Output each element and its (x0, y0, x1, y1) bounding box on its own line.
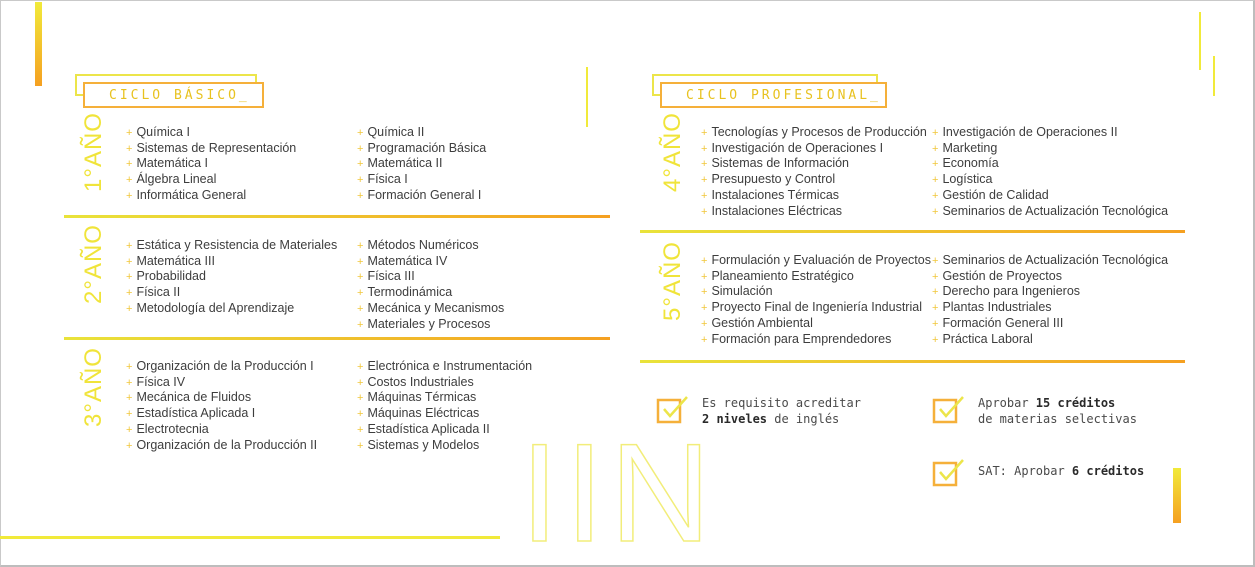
check-icon (932, 457, 966, 487)
list-item: + Mecánica de Fluidos (126, 390, 252, 405)
year-2-right-list (357, 238, 504, 332)
cycle-professional-text: CICLO PROFESIONAL_ (686, 87, 881, 103)
deco-line-top-right (1199, 12, 1201, 70)
year-2-left-list (126, 238, 337, 317)
year-title-5: 5°AÑO (659, 241, 686, 321)
list-item: + Matemática I (126, 156, 208, 171)
list-item: + Práctica Laboral (932, 331, 1033, 346)
list-item: + Matemática III (126, 253, 215, 268)
year-5-left-list (701, 253, 931, 347)
year-5-right-list (932, 253, 1168, 347)
list-item: + Sistemas de Representación (126, 140, 297, 155)
list-item: + Química I (126, 125, 190, 139)
list-item: + Química II (357, 125, 425, 139)
list-item: + Informática General (126, 187, 247, 202)
year-1-left-list (126, 125, 296, 204)
list-item: + Investigación de Operaciones II (932, 125, 1118, 139)
list-item: + Mecánica y Mecanismos (357, 300, 505, 315)
list-item: + Sistemas y Modelos (357, 437, 480, 452)
list-item: + Gestión Ambiental (701, 315, 813, 330)
requirement-credits-text: Aprobar 15 créditos de materias selectivas (978, 396, 1137, 426)
list-item: + Formulación y Evaluación de Proyectos (701, 253, 931, 267)
list-item: + Logística (932, 172, 993, 187)
cycle-basic-text: CICLO BÁSICO_ (109, 87, 250, 103)
list-item: + Instalaciones Eléctricas (701, 203, 843, 218)
divider-year-5 (640, 360, 1185, 363)
list-item: + Matemática IV (357, 253, 448, 268)
requirement-sat (932, 457, 1144, 487)
list-item: + Máquinas Térmicas (357, 390, 477, 405)
list-item: + Estática y Resistencia de Materiales (126, 238, 338, 252)
deco-line-bottom-left (0, 536, 500, 539)
list-item: + Economía (932, 156, 999, 171)
divider-year-2 (64, 337, 610, 340)
list-item: + Máquinas Eléctricas (357, 406, 480, 421)
requirement-english-text: Es requisito acreditar 2 niveles de inglés (702, 396, 861, 426)
list-item: + Estadística Aplicada I (126, 406, 256, 421)
list-item: + Investigación de Operaciones I (701, 140, 884, 155)
year-title-1: 1°AÑO (80, 112, 107, 192)
list-item: + Física IV (126, 374, 186, 389)
list-item: + Estadística Aplicada II (357, 421, 490, 436)
list-item: + Plantas Industriales (932, 300, 1052, 315)
list-item: + Formación General I (357, 187, 482, 202)
year-title-2: 2°AÑO (80, 224, 107, 304)
deco-line-center (586, 67, 588, 127)
deco-bar-top-left (35, 2, 42, 86)
list-item: + Instalaciones Térmicas (701, 187, 840, 202)
requirement-credits (932, 394, 1137, 427)
list-item: + Electrónica e Instrumentación (357, 359, 533, 373)
list-item: + Seminarios de Actualización Tecnológica (932, 203, 1169, 218)
list-item: + Álgebra Lineal (126, 172, 217, 187)
list-item: + Física I (357, 172, 408, 187)
requirement-english (656, 394, 861, 427)
requirement-sat-text: SAT: Aprobar 6 créditos (978, 464, 1145, 478)
list-item: + Planeamiento Estratégico (701, 268, 854, 283)
list-item: + Proyecto Final de Ingeniería Industrial (701, 300, 922, 315)
year-title-4: 4°AÑO (659, 112, 686, 192)
divider-year-1 (64, 215, 610, 218)
list-item: + Gestión de Calidad (932, 187, 1049, 202)
list-item: + Marketing (932, 140, 998, 155)
list-item: + Organización de la Producción I (126, 359, 314, 373)
list-item: + Formación General III (932, 315, 1064, 330)
list-item: + Derecho para Ingenieros (932, 284, 1081, 299)
list-item: + Seminarios de Actualización Tecnológica (932, 253, 1169, 267)
year-title-3: 3°AÑO (80, 347, 107, 427)
year-3-right-list (357, 359, 532, 453)
watermark-text: IIN (520, 414, 717, 567)
list-item: + Presupuesto y Control (701, 172, 836, 187)
list-item: + Costos Industriales (357, 374, 474, 389)
list-item: + Física II (126, 285, 181, 300)
year-3-left-list (126, 359, 317, 453)
divider-year-4 (640, 230, 1185, 233)
check-icon (932, 394, 966, 424)
list-item: + Materiales y Procesos (357, 316, 491, 331)
year-4-right-list (932, 125, 1168, 219)
list-item: + Metodología del Aprendizaje (126, 300, 295, 315)
year-4-left-list (701, 125, 927, 219)
check-icon (656, 394, 690, 424)
list-item: + Formación para Emprendedores (701, 331, 892, 346)
list-item: + Tecnologías y Procesos de Producción (701, 125, 927, 139)
list-item: + Probabilidad (126, 269, 206, 284)
year-1-right-list (357, 125, 486, 204)
deco-bar-bottom-right (1173, 468, 1181, 523)
list-item: + Sistemas de Información (701, 156, 849, 171)
list-item: + Organización de la Producción II (126, 437, 318, 452)
list-item: + Simulación (701, 284, 773, 299)
list-item: + Programación Básica (357, 140, 487, 155)
list-item: + Física III (357, 269, 415, 284)
list-item: + Métodos Numéricos (357, 238, 479, 252)
list-item: + Electrotecnia (126, 421, 209, 436)
list-item: + Matemática II (357, 156, 443, 171)
deco-line-right (1213, 56, 1215, 96)
list-item: + Termodinámica (357, 285, 453, 300)
list-item: + Gestión de Proyectos (932, 268, 1062, 283)
